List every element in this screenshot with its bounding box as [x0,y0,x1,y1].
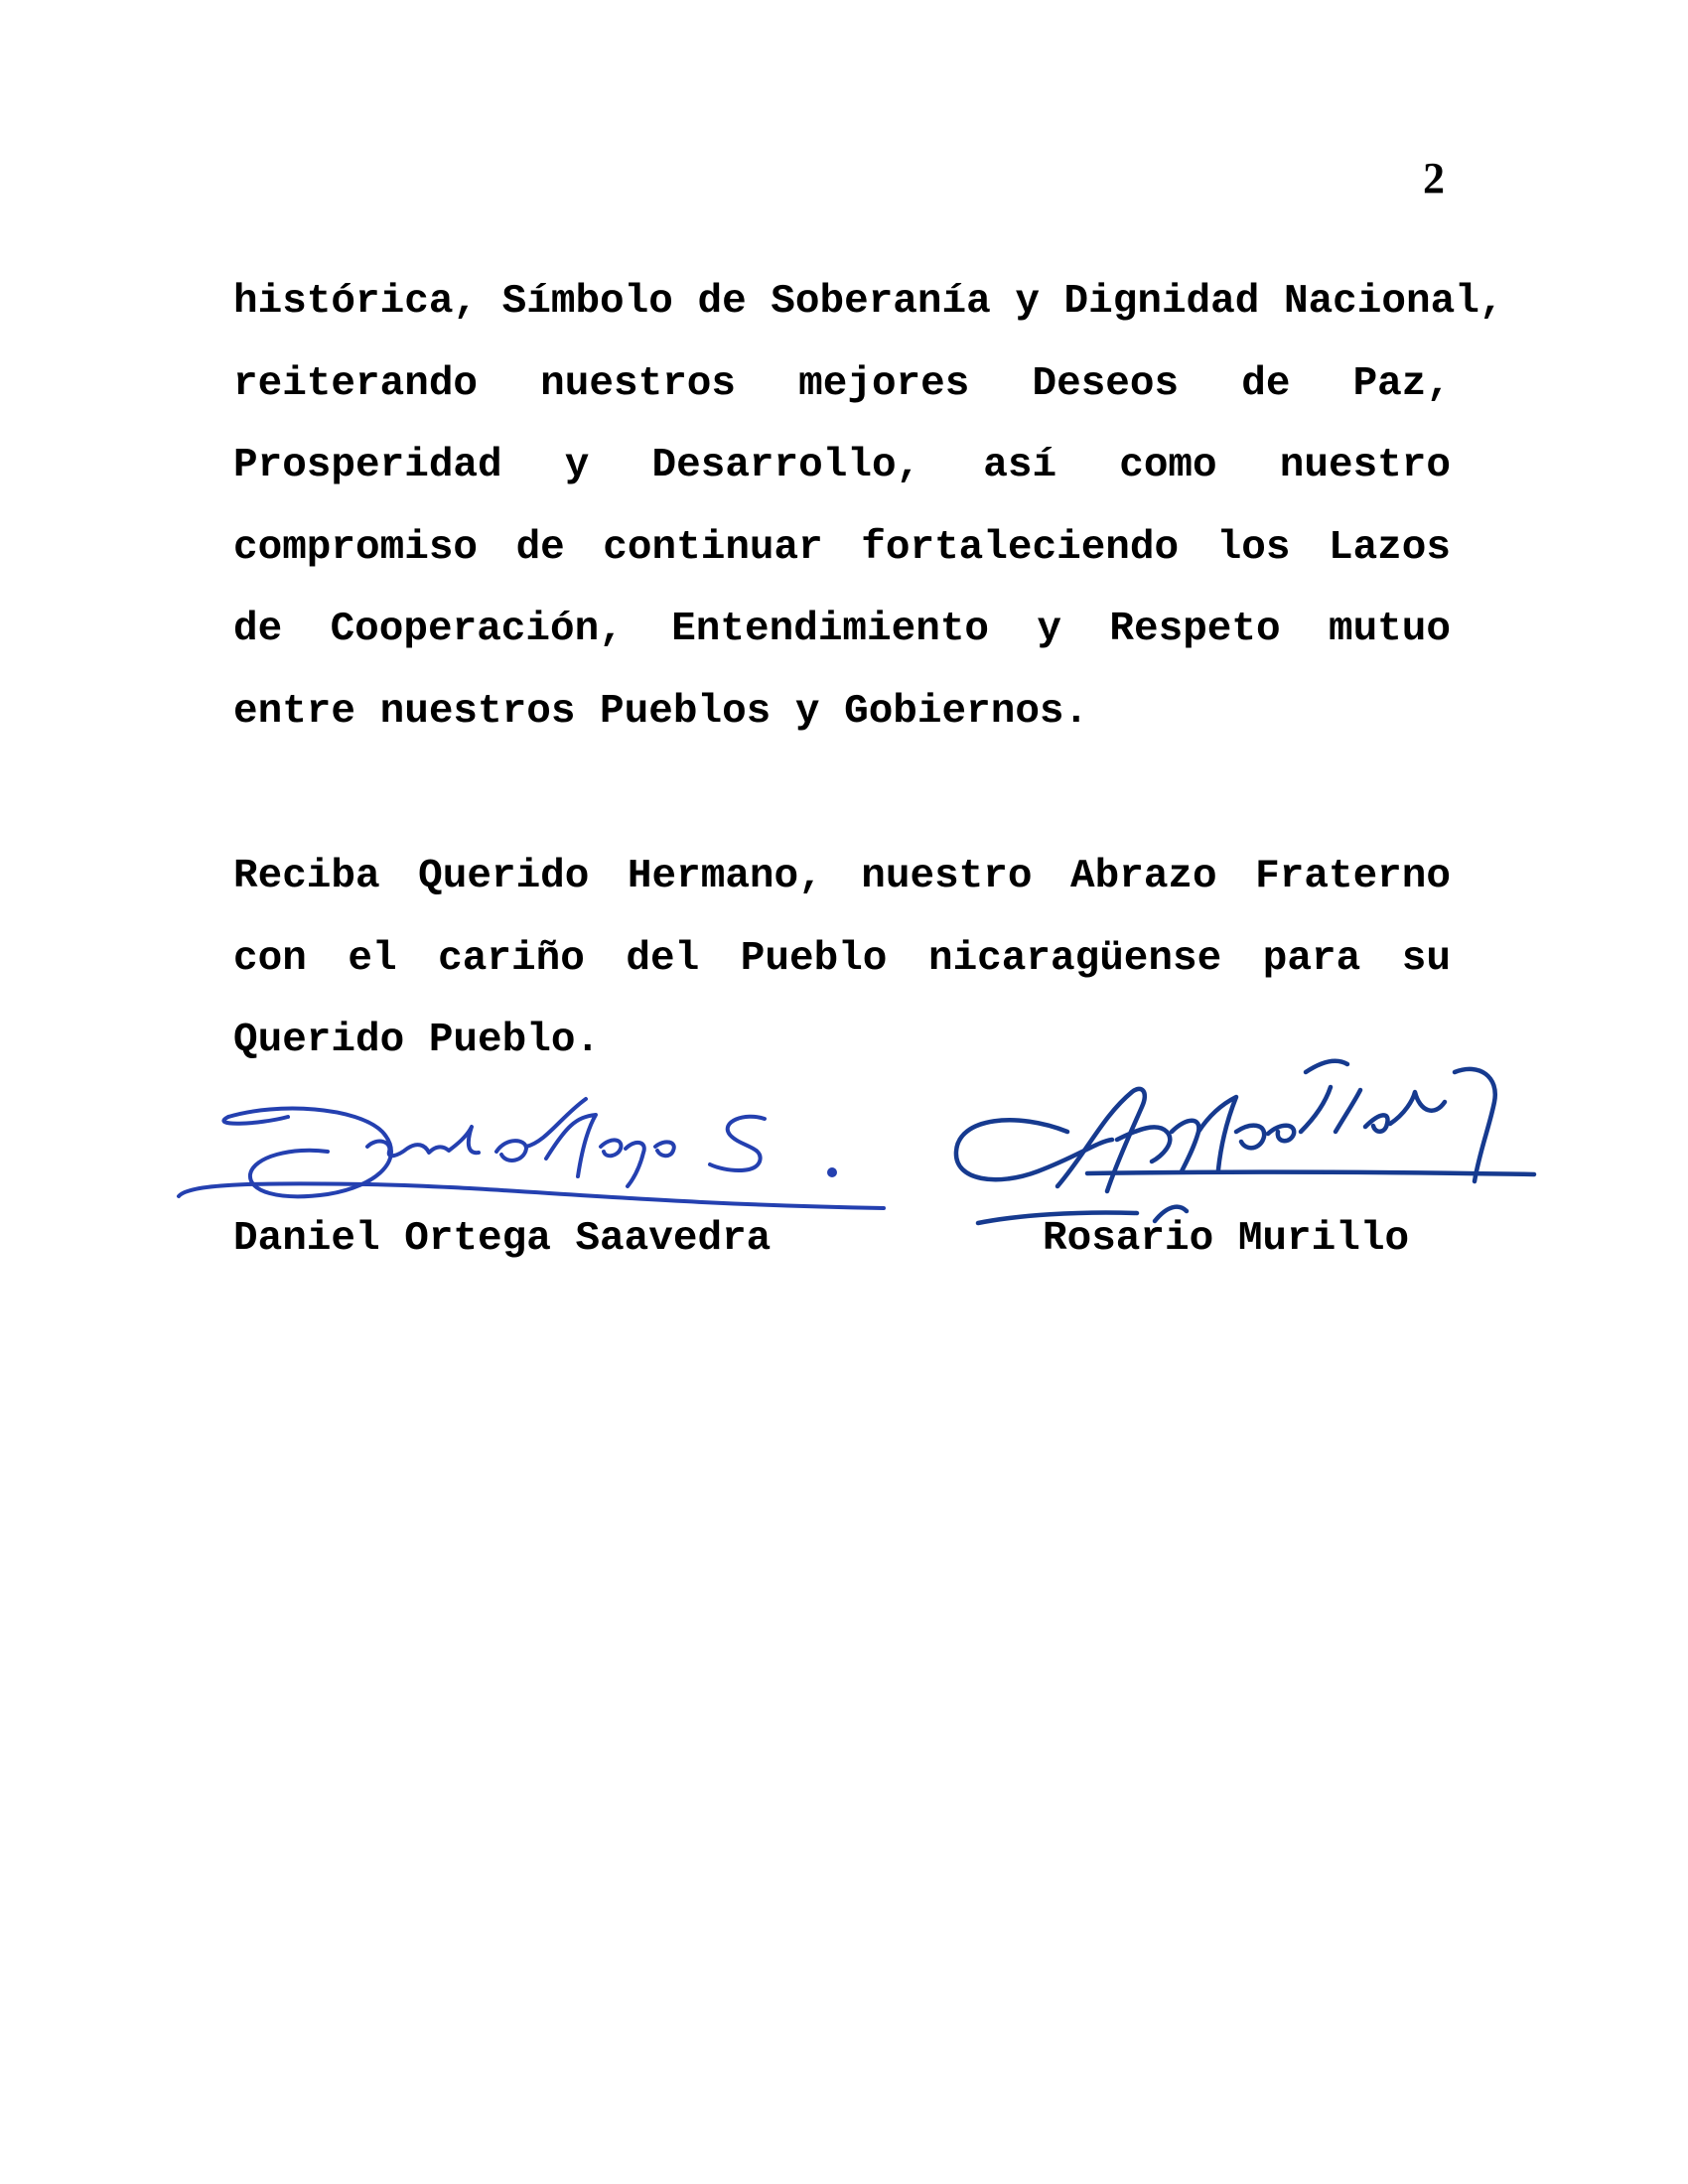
paragraph-line: entre nuestros Pueblos y Gobiernos. [233,688,1089,735]
paragraph-line: reiterando nuestros mejores Deseos de Paz, [233,360,1451,407]
paragraph-line: histórica, Símbolo de Soberanía y Dignidad Nacional, [233,279,1504,325]
page-number: 2 [1423,154,1445,203]
paragraph-2 [233,836,1451,1082]
paragraph-1 [233,261,1504,752]
signer-name-2: Rosario Murillo [1043,1216,1410,1262]
paragraph-line: con el cariño del Pueblo nicaragüense para su [233,935,1451,982]
paragraph-line: compromiso de continuar fortaleciendo los Lazos [233,524,1451,571]
paragraph-line: Querido Pueblo. [233,1018,601,1063]
paragraph-line: de Cooperación, Entendimiento y Respeto mutuo [233,607,1451,652]
signer-name-1: Daniel Ortega Saavedra [233,1216,772,1262]
paragraph-line: Prosperidad y Desarrollo, así como nuestro [233,443,1451,488]
paragraph-line: Reciba Querido Hermano, nuestro Abrazo Fraterno [233,854,1451,899]
